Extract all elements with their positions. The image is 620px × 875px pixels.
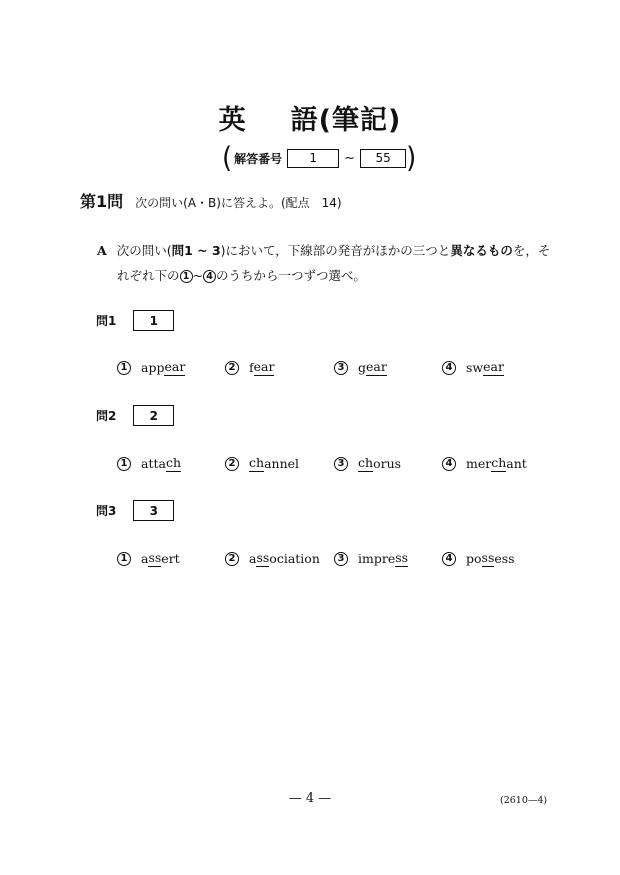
left-paren: ( <box>222 141 233 175</box>
underlined-part: ch <box>491 455 507 470</box>
circled-number-icon: 1 <box>117 457 131 471</box>
underlined-part: ear <box>164 359 186 374</box>
question-1 <box>96 310 174 331</box>
choice-item <box>442 359 504 376</box>
underlined-part: ear <box>253 359 275 374</box>
choice-item <box>334 455 401 472</box>
choice-item <box>225 359 274 376</box>
choice-text: a <box>141 551 149 566</box>
part-a-text: 次の問い( <box>116 243 172 258</box>
part-a-text: )において，下線部の発音がほかの三つと <box>220 243 451 258</box>
circled-number-icon: 4 <box>442 361 456 375</box>
answer-range-label: 解答番号 <box>234 151 283 166</box>
answer-range-start-box: 1 <box>287 149 339 168</box>
underlined-part: ss <box>148 550 162 565</box>
answer-box: 1 <box>133 310 174 331</box>
choice-text: f <box>249 360 254 375</box>
choice-text: po <box>466 551 482 566</box>
answer-range <box>222 141 417 175</box>
circled-number-icon: 3 <box>334 552 348 566</box>
choice-item <box>442 550 515 567</box>
circled-number-icon: 4 <box>442 457 456 471</box>
part-a-letter: A <box>97 243 107 258</box>
choice-item <box>225 455 299 472</box>
choice-text: a <box>249 551 257 566</box>
right-paren: ) <box>406 141 417 175</box>
underlined-part: ch <box>358 455 374 470</box>
page-number: — 4 — <box>288 791 332 806</box>
choice-text: impre <box>358 551 396 566</box>
choice-text: ess <box>494 551 515 566</box>
part-a-text: のうちから一つずつ選べ。 <box>216 268 367 283</box>
underlined-part: ss <box>481 550 495 565</box>
choice-item <box>225 550 320 567</box>
part-a-range: 問1 ~ 3 <box>171 243 221 258</box>
circled-number-icon: 1 <box>117 361 131 375</box>
underlined-part: ss <box>256 550 270 565</box>
circled-number-icon: 4 <box>442 552 456 566</box>
choice-text: ant <box>506 456 527 471</box>
choice-item <box>334 359 387 376</box>
circled-number-icon: 2 <box>225 457 239 471</box>
circled-number-icon: 4 <box>203 270 216 283</box>
question-3 <box>96 500 174 521</box>
answer-range-sep: ~ <box>344 150 356 166</box>
title-part1: 英 <box>218 105 247 136</box>
choice-text: ert <box>161 551 180 566</box>
question-label: 問3 <box>96 504 117 518</box>
circled-number-icon: 3 <box>334 361 348 375</box>
question-label: 問1 <box>96 314 117 328</box>
question-label: 問2 <box>96 409 117 423</box>
underlined-part: ear <box>366 359 387 374</box>
part-a-text: を，そ <box>512 243 551 258</box>
answer-box: 3 <box>133 500 174 521</box>
part-a-tilde: ~ <box>192 268 203 283</box>
part-a-instruction <box>97 238 557 288</box>
choice-item <box>442 455 527 472</box>
answer-box: 2 <box>133 405 174 426</box>
page-code: (2610—4) <box>500 795 548 806</box>
part-a-emphasis: 異なるもの <box>450 243 513 258</box>
choice-text: g <box>358 360 367 375</box>
section-title: 第1問 <box>80 192 124 211</box>
title-part2: 語(筆記) <box>290 105 402 136</box>
circled-number-icon: 2 <box>225 361 239 375</box>
page-title <box>0 98 620 137</box>
section-heading <box>80 189 342 212</box>
circled-number-icon: 1 <box>180 270 193 283</box>
underlined-part: ch <box>249 455 265 470</box>
underlined-part: ear <box>483 359 504 374</box>
choice-text: mer <box>466 456 492 471</box>
choice-text: orus <box>373 456 402 471</box>
circled-number-icon: 2 <box>225 552 239 566</box>
part-a-text: れぞれ下の <box>117 268 180 283</box>
choice-text: app <box>141 360 165 375</box>
choice-text: annel <box>264 456 300 471</box>
answer-range-end-box: 55 <box>360 149 406 168</box>
choice-text: atta <box>141 456 166 471</box>
underlined-part: ss <box>395 550 409 565</box>
choice-item <box>334 550 408 567</box>
choice-item <box>117 455 181 472</box>
choice-item <box>117 550 180 567</box>
circled-number-icon: 1 <box>117 552 131 566</box>
choice-text: sw <box>466 360 484 375</box>
underlined-part: ch <box>165 455 182 470</box>
choice-item <box>117 359 185 376</box>
section-instruction: 次の問い(A・B)に答えよ。(配点 14) <box>135 196 342 210</box>
choice-text: ociation <box>269 551 320 566</box>
circled-number-icon: 3 <box>334 457 348 471</box>
question-2 <box>96 405 174 426</box>
